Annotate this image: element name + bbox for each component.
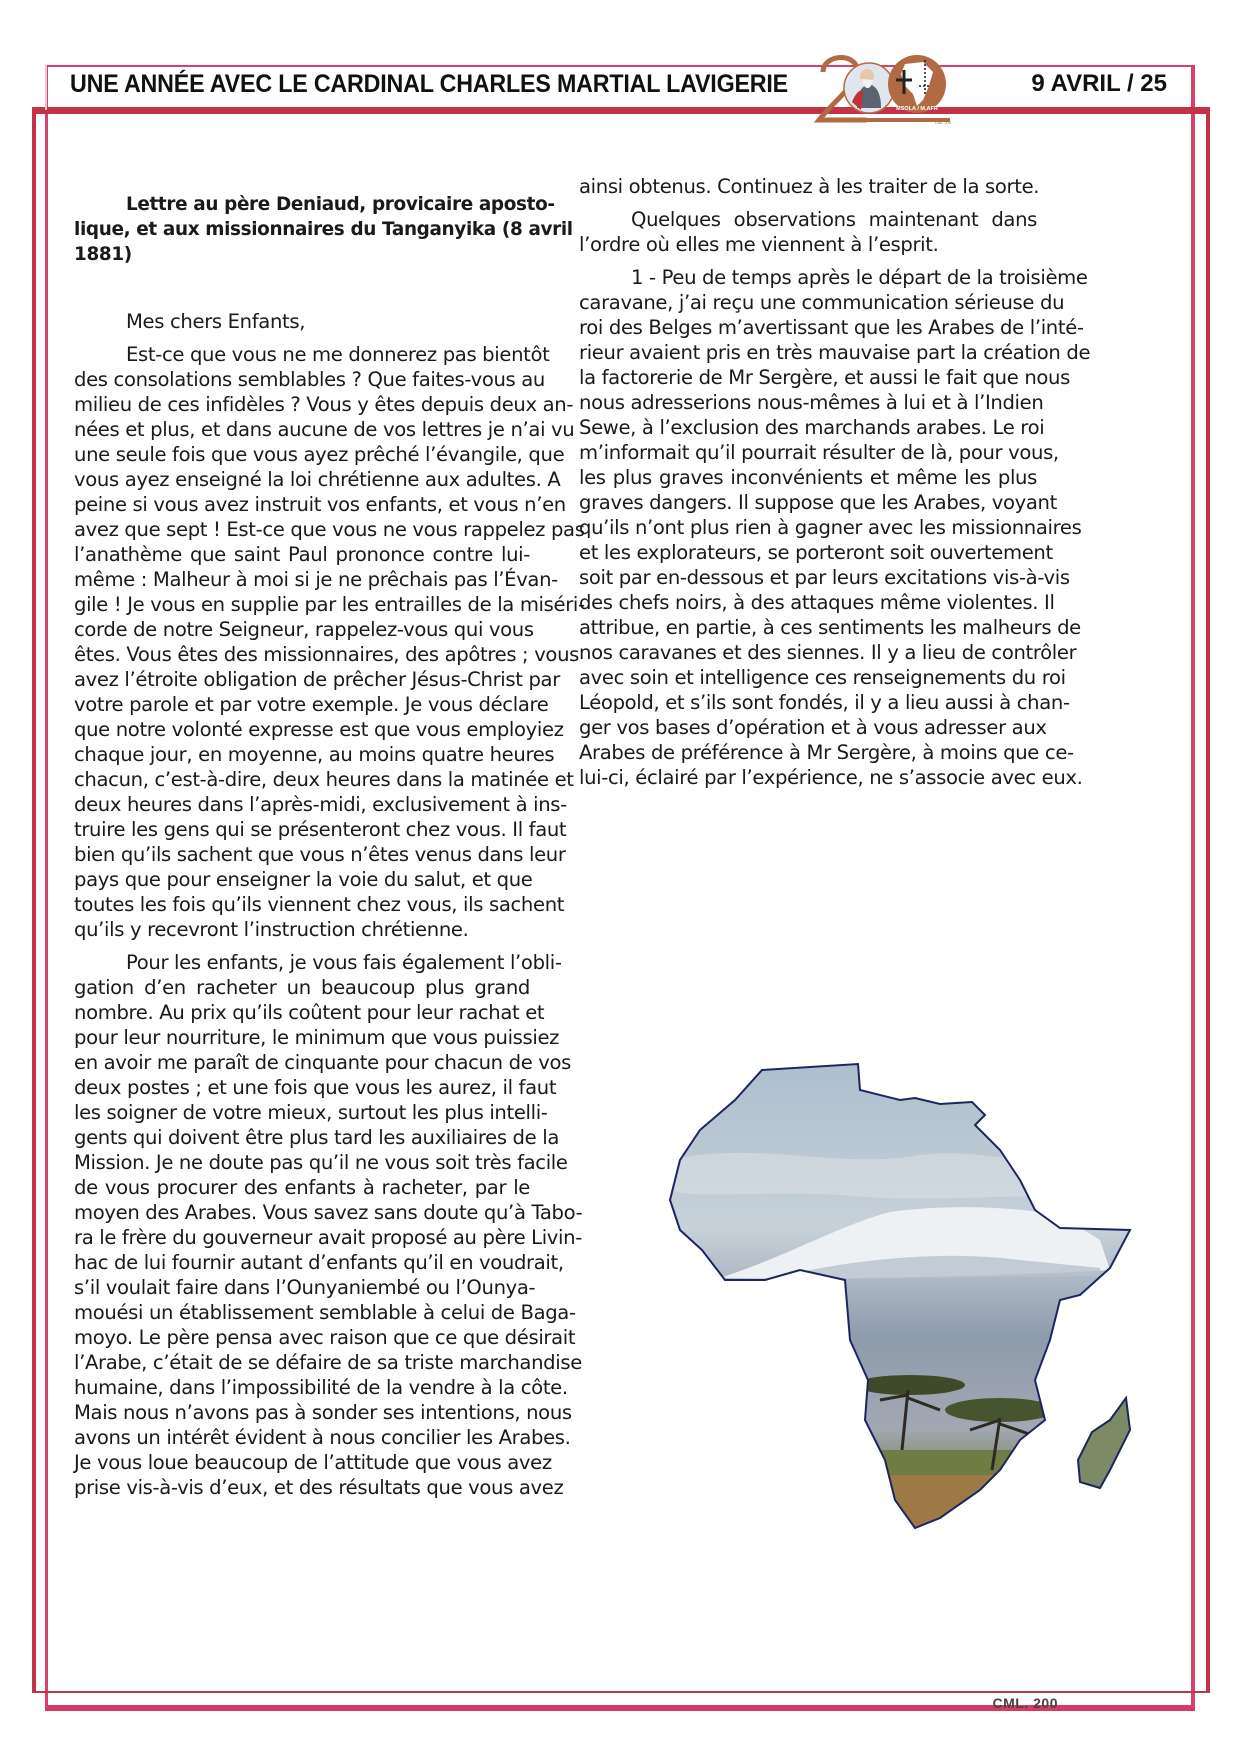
paragraph-line: et les explorateurs, se porteront soit ouvertement	[579, 541, 1053, 564]
paragraph	[579, 174, 1040, 199]
paragraph-line: roi des Belges m’avertissant que les Arabes de l’inté-	[579, 316, 1084, 339]
paragraph-line: chacun, c’est-à-dire, deux heures dans la matinée et	[74, 768, 574, 791]
africa-map-illustration	[640, 1040, 1140, 1580]
paragraph-line: milieu de ces infidèles ? Vous y êtes depuis deux an-	[74, 393, 574, 416]
paragraph-line: vous ayez enseigné la loi chrétienne aux adultes. A	[74, 468, 561, 491]
paragraph-line: prise vis-à-vis d’eux, et des résultats que vous avez	[74, 1476, 564, 1499]
paragraph-line: toutes les fois qu’ils viennent chez vous, ils sachent	[74, 893, 565, 916]
paragraph-line: soit par en-dessous et par leurs excitations vis-à-vis	[579, 566, 1070, 589]
paragraph-line: Léopold, et s’ils sont fondés, il y a lieu aussi à chan-	[579, 691, 1070, 714]
paragraph-line: pays que pour enseigner la voie du salut, et que	[74, 868, 533, 891]
frame-faint-edge	[45, 65, 47, 110]
paragraph-line: gents qui doivent être plus tard les auxiliaires de la	[74, 1126, 559, 1149]
paragraph-line: les plus graves inconvénients et même les plus	[579, 466, 1037, 489]
paragraph	[579, 207, 1037, 257]
letter-title-line: 1881)	[74, 244, 132, 265]
paragraph-line: 1 - Peu de temps après le départ de la troisième	[631, 266, 1088, 289]
paragraph-line: mouési un établissement semblable à celui de Baga-	[74, 1301, 576, 1324]
left-column	[74, 192, 585, 1508]
paragraph-line: moyen des Arabes. Vous savez sans doute qu’à Tabo-	[74, 1201, 583, 1224]
paragraph-line: chaque jour, en moyenne, au moins quatre heures	[74, 743, 555, 766]
right-column	[579, 174, 1091, 798]
cloud-band	[670, 1153, 1100, 1200]
running-header-title: UNE ANNÉE AVEC LE CARDINAL CHARLES MARTIAL LAVIGERIE	[70, 70, 789, 98]
paragraph-line: s’il voulait faire dans l’Ounyaniembé ou l’Ounya-	[74, 1276, 536, 1299]
paragraph-line: gile ! Je vous en supplie par les entrailles de la miséri-	[74, 593, 585, 616]
paragraph-line: hac de lui fournir autant d’enfants qu’il en voudrait,	[74, 1251, 564, 1274]
footer-label: CML. 200	[992, 1695, 1058, 1711]
paragraph-line: peine si vous avez instruit vos enfants, et vous n’en	[74, 493, 566, 516]
letter-title	[74, 192, 573, 267]
paragraph-line: pour leur nourriture, le minimum que vous puissiez	[74, 1026, 560, 1049]
logo-text: MSOLA / M.AFR	[896, 106, 938, 112]
paragraph-line: gation d’en racheter un beaucoup plus grand	[74, 976, 530, 999]
paragraph-line: l’ordre où elles me viennent à l’esprit.	[579, 233, 939, 256]
paragraph-line: deux heures dans l’après-midi, exclusivement à ins-	[74, 793, 567, 816]
paragraph-line: des chefs noirs, à des attaques même violentes. Il	[579, 591, 1055, 614]
paragraph-line: une seule fois que vous ayez prêché l’évangile, que	[74, 443, 565, 466]
paragraph-line: nos caravanes et des siennes. Il y a lieu de contrôler	[579, 641, 1077, 664]
paragraph-line: les soigner de votre mieux, surtout les plus intelli-	[74, 1101, 548, 1124]
paragraph-line: Sewe, à l’exclusion des marchands arabes. Le roi	[579, 416, 1045, 439]
paragraph-line: Je vous loue beaucoup de l’attitude que vous avez	[74, 1451, 552, 1474]
landscape-sky	[640, 1040, 1140, 1580]
paragraph-line: m’informait qu’il pourrait résulter de là, pour vous,	[579, 441, 1059, 464]
letter-title-line: lique, et aux missionnaires du Tanganyika (8 avril	[74, 219, 573, 240]
paragraph-line: la factorerie de Mr Sergère, et aussi le fait que nous	[579, 366, 1070, 389]
paragraph-line: que notre volonté expresse est que vous employiez	[74, 718, 564, 741]
paragraph-line: avec soin et intelligence ces renseignements du roi	[579, 666, 1066, 689]
paragraph-line: qu’ils n’ont plus rien à gagner avec les missionnaires	[579, 516, 1082, 539]
paragraph	[74, 342, 585, 942]
paragraph-line: deux postes ; et une fois que vous les aurez, il faut	[74, 1076, 557, 1099]
paragraph-line: même : Malheur à moi si je ne prêchais pas l’Évan-	[74, 568, 558, 591]
paragraph-line: avez que sept ! Est-ce que vous ne vous rappelez pas	[74, 518, 585, 541]
paragraph-line: rieur avaient pris en très mauvaise part la création de	[579, 341, 1091, 364]
paragraph-line: qu’ils y recevront l’instruction chrétienne.	[74, 918, 469, 941]
paragraph-line: nombre. Au prix qu’ils coûtent pour leur rachat et	[74, 1001, 545, 1024]
paragraph	[579, 265, 1091, 790]
paragraph-line: nées et plus, et dans aucune de vos lettres je n’ai vu	[74, 418, 575, 441]
paragraph-line: Quelques observations maintenant dans	[631, 208, 1037, 231]
paragraph-line: ger vos bases d’opération et à vous adresser aux	[579, 716, 1047, 739]
paragraph-line: des consolations semblables ? Que faites-vous au	[74, 368, 545, 391]
paragraph-line: lui-ci, éclairé par l’expérience, ne s’associe avec eux.	[579, 766, 1083, 789]
paragraph-line: l’Arabe, c’était de se défaire de sa triste marchandise	[74, 1351, 582, 1374]
salutation-line: Mes chers Enfants,	[126, 310, 306, 333]
paragraph-line: corde de notre Seigneur, rappelez-vous qui vous	[74, 618, 534, 641]
paragraph-line: truire les gens qui se présenteront chez vous. Il faut	[74, 818, 567, 841]
paragraph-line: Est-ce que vous ne me donnerez pas bientôt	[126, 343, 550, 366]
paragraph-line: avez l’étroite obligation de prêcher Jésus-Christ par	[74, 668, 560, 691]
salutation	[74, 309, 530, 334]
paragraph-line: de vous procurer des enfants à racheter, par le	[74, 1176, 530, 1199]
paragraph-line: graves dangers. Il suppose que les Arabes, voyant	[579, 491, 1057, 514]
paragraph-line: ra le frère du gouverneur avait proposé au père Livin-	[74, 1226, 582, 1249]
paragraph-line: bien qu’ils sachent que vous n’êtes venus dans leur	[74, 843, 566, 866]
letter-title-line: Lettre au père Deniaud, provicaire aposto-	[126, 194, 555, 215]
paragraph	[74, 950, 583, 1500]
paragraph-line: votre parole et par votre exemple. Je vous déclare	[74, 693, 549, 716]
paragraph-line: attribue, en partie, à ces sentiments les malheurs de	[579, 616, 1081, 639]
paragraph-line: Arabes de préférence à Mr Sergère, à moins que ce-	[579, 741, 1074, 764]
paragraph-line: ainsi obtenus. Continuez à les traiter de la sorte.	[579, 175, 1040, 198]
madagascar-island	[1078, 1398, 1130, 1488]
paragraph-line: avons un intérêt évident à nous concilier les Arabes.	[74, 1426, 571, 1449]
paragraph-line: humaine, dans l’impossibilité de la vendre à la côte.	[74, 1376, 568, 1399]
paragraph-line: caravane, j’ai reçu une communication sérieuse du	[579, 291, 1065, 314]
paragraph-line: Mission. Je ne doute pas qu’il ne vous soit très facile	[74, 1151, 568, 1174]
running-header-date: 9 AVRIL / 25	[1031, 70, 1167, 97]
paragraph-line: en avoir me paraît de cinquante pour chacun de vos	[74, 1051, 572, 1074]
logo-subtext: CML 200	[934, 120, 951, 125]
paragraph-line: moyo. Le père pensa avec raison que ce que désirait	[74, 1326, 576, 1349]
bicentenary-logo	[805, 50, 985, 125]
paragraph-line: Pour les enfants, je vous fais également l’obli-	[126, 951, 562, 974]
paragraph-line: l’anathème que saint Paul prononce contre lui-	[74, 543, 530, 566]
paragraph-line: Mais nous n’avons pas à sonder ses intentions, nous	[74, 1401, 572, 1424]
paragraph-line: êtes. Vous êtes des missionnaires, des apôtres ; vous	[74, 643, 579, 666]
paragraph-line: nous adresserions nous-mêmes à lui et à l’Indien	[579, 391, 1044, 414]
